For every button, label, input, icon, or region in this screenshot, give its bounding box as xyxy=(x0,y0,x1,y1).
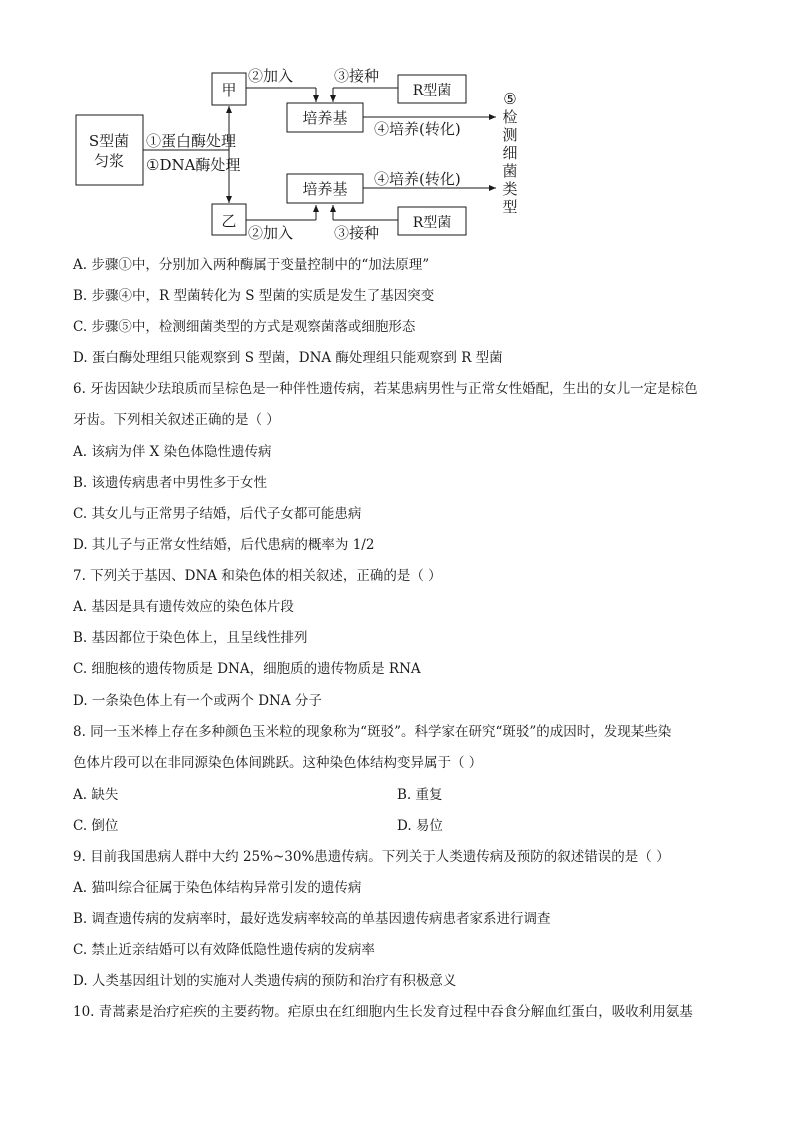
q8-option-b: B. 重复 xyxy=(397,787,443,803)
inoculate-label-bottom: ③接种 xyxy=(334,224,380,242)
q6-stem-line1: 6. 牙齿因缺少珐琅质而呈棕色是一种伴性遗传病，若某患病男性与正常女性婚配，生出的女儿一定是棕色 xyxy=(73,381,698,397)
q10-stem: 10. 青蒿素是治疗疟疾的主要药物。疟原虫在红细胞内生长发育过程中吞食分解血红蛋白，吸收利用氨基 xyxy=(73,1004,693,1020)
s-bacteria-box xyxy=(76,115,143,185)
q5-option-b: B. 步骤④中，R 型菌转化为 S 型菌的实质是发生了基因突变 xyxy=(73,288,435,304)
r-box-label-top: R型菌 xyxy=(412,83,452,99)
yi-label: 乙 xyxy=(221,212,237,230)
q5-option-a: A. 步骤①中，分别加入两种酶属于变量控制中的“加法原理” xyxy=(73,257,430,273)
detect-label-3: 细 xyxy=(502,144,518,162)
q6-option-d: D. 其儿子与正常女性结婚，后代患病的概率为 1/2 xyxy=(73,537,375,553)
medium-label-top: 培养基 xyxy=(302,109,348,127)
detect-label-1: 检 xyxy=(502,108,518,126)
culture-label-bottom: ④培养(转化) xyxy=(374,170,461,188)
dnase-label: ①DNA酶处理 xyxy=(146,156,241,174)
transformation-experiment-diagram xyxy=(0,0,794,250)
add-label-top: ②加入 xyxy=(248,67,294,85)
q6-option-c: C. 其女儿与正常男子结婚，后代子女都可能患病 xyxy=(73,506,362,522)
s-box-line1: S型菌 xyxy=(88,132,130,150)
q6-option-b: B. 该遗传病患者中男性多于女性 xyxy=(73,475,268,491)
q9-option-c: C. 禁止近亲结婚可以有效降低隐性遗传病的发病率 xyxy=(73,942,375,958)
jia-label: 甲 xyxy=(221,81,237,99)
protease-label: ①蛋白酶处理 xyxy=(146,132,237,150)
r-box-label-bottom: R型菌 xyxy=(412,215,452,231)
detect-label-4: 菌 xyxy=(502,162,518,180)
inoculate-label-top: ③接种 xyxy=(334,67,380,85)
q5-option-d: D. 蛋白酶处理组只能观察到 S 型菌，DNA 酶处理组只能观察到 R 型菌 xyxy=(73,350,503,366)
q7-option-b: B. 基因都位于染色体上，且呈线性排列 xyxy=(73,630,308,646)
q6-option-a: A. 该病为伴 X 染色体隐性遗传病 xyxy=(73,444,272,460)
q8-option-d: D. 易位 xyxy=(397,818,443,834)
q7-stem: 7. 下列关于基因、DNA 和染色体的相关叙述，正确的是（ ） xyxy=(73,568,442,584)
q8-option-a: A. 缺失 xyxy=(73,787,119,803)
q9-option-d: D. 人类基因组计划的实施对人类遗传病的预防和治疗有积极意义 xyxy=(73,973,457,989)
q6-stem-line2: 牙齿。下列相关叙述正确的是（ ） xyxy=(73,412,280,428)
detect-label-0: ⑤ xyxy=(503,90,517,108)
detect-label-2: 测 xyxy=(502,126,518,144)
s-box-line2: 匀浆 xyxy=(93,152,125,170)
medium-label-bottom: 培养基 xyxy=(302,180,348,198)
detect-label-6: 型 xyxy=(502,198,518,216)
q9-option-b: B. 调查遗传病的发病率时，最好选发病率较高的单基因遗传病患者家系进行调查 xyxy=(73,911,551,927)
q8-stem-line1: 8. 同一玉米棒上存在多种颜色玉米粒的现象称为“斑驳”。科学家在研究“斑驳”的成因时，发现某些染 xyxy=(73,724,672,740)
q7-option-d: D. 一条染色体上有一个或两个 DNA 分子 xyxy=(73,693,322,709)
q9-option-a: A. 猫叫综合征属于染色体结构异常引发的遗传病 xyxy=(73,880,362,896)
q9-stem: 9. 目前我国患病人群中大约 25%~30%患遗传病。下列关于人类遗传病及预防的叙述错误的是（ ） xyxy=(73,849,670,865)
add-label-bottom: ②加入 xyxy=(248,224,294,242)
detect-label-5: 类 xyxy=(502,180,518,198)
q8-stem-line2: 色体片段可以在非同源染色体间跳跃。这种染色体结构变异属于（ ） xyxy=(73,755,483,771)
culture-label-top: ④培养(转化) xyxy=(374,120,461,138)
q8-option-c: C. 倒位 xyxy=(73,818,119,834)
q7-option-c: C. 细胞核的遗传物质是 DNA，细胞质的遗传物质是 RNA xyxy=(73,661,421,677)
q5-option-c: C. 步骤⑤中，检测细菌类型的方式是观察菌落或细胞形态 xyxy=(73,319,416,335)
q7-option-a: A. 基因是具有遗传效应的染色体片段 xyxy=(73,599,294,615)
